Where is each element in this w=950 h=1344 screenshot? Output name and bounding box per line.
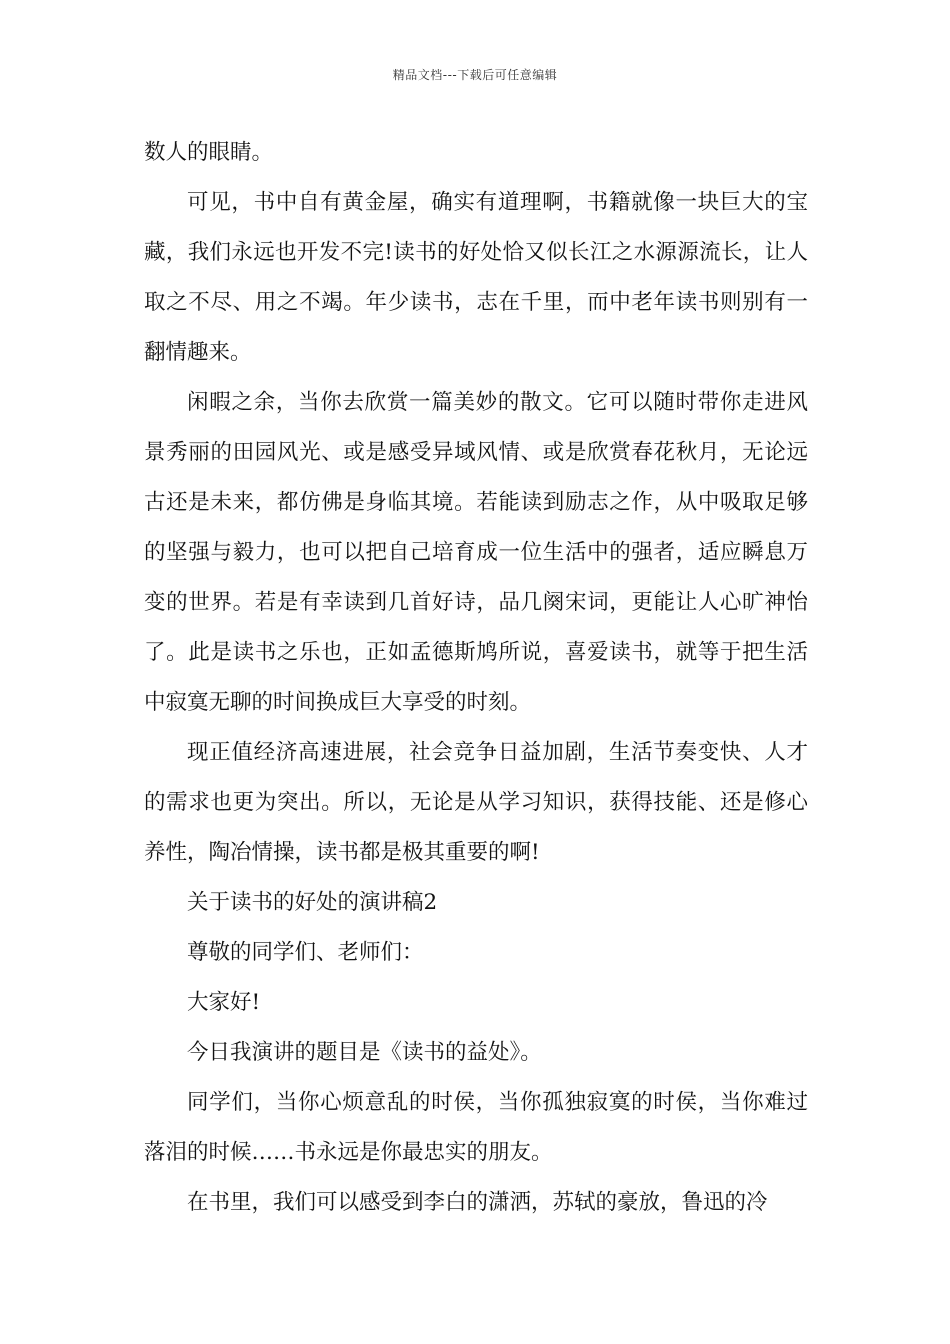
paragraph: 可见，书中自有黄金屋，确实有道理啊，书籍就像一块巨大的宝藏，我们永远也开发不完!读书的好处恰又似长江之水源源流长，让人取之不尽、用之不竭。年少读书，志在千里，而中老年读书则别有一翻情趣来。: [144, 190, 808, 365]
section-title: 关于读书的好处的演讲稿2: [187, 890, 438, 915]
paragraph: 在书里，我们可以感受到李白的潇洒，苏轼的豪放，鲁迅的冷: [187, 1190, 768, 1215]
page-header: 精品文档---下载后可任意编辑: [392, 68, 558, 82]
salutation: 尊敬的同学们、老师们：: [187, 940, 424, 965]
paragraph-continuation: 数人的眼睛。: [144, 140, 274, 165]
document-body: [144, 128, 808, 1228]
paragraph: 同学们，当你心烦意乱的时侯，当你孤独寂寞的时侯，当你难过落泪的时候……书永远是你最忠实的朋友。: [144, 1090, 808, 1165]
paragraph: 现正值经济高速进展，社会竞争日益加剧，生活节奏变快、人才的需求也更为突出。所以，无论是从学习知识，获得技能、还是修心养性，陶冶情操，读书都是极其重要的啊!: [144, 740, 808, 865]
paragraph: 今日我演讲的题目是《读书的益处》。: [187, 1040, 542, 1065]
greeting: 大家好!: [187, 990, 261, 1015]
paragraph: 闲暇之余，当你去欣赏一篇美妙的散文。它可以随时带你走进风景秀丽的田园风光、或是感受异域风情、或是欣赏春花秋月，无论远古还是未来，都仿佛是身临其境。若能读到励志之作，从中吸取足够的坚强与毅力，也可以把自己培育成一位生活中的强者，适应瞬息万变的世界。若是有幸读到几首好诗，品几阕宋词，更能让人心旷神怡了。此是读书之乐也，正如孟德斯鸠所说，喜爱读书，就等于把生活中寂寞无聊的时间换成巨大享受的时刻。: [144, 390, 808, 715]
